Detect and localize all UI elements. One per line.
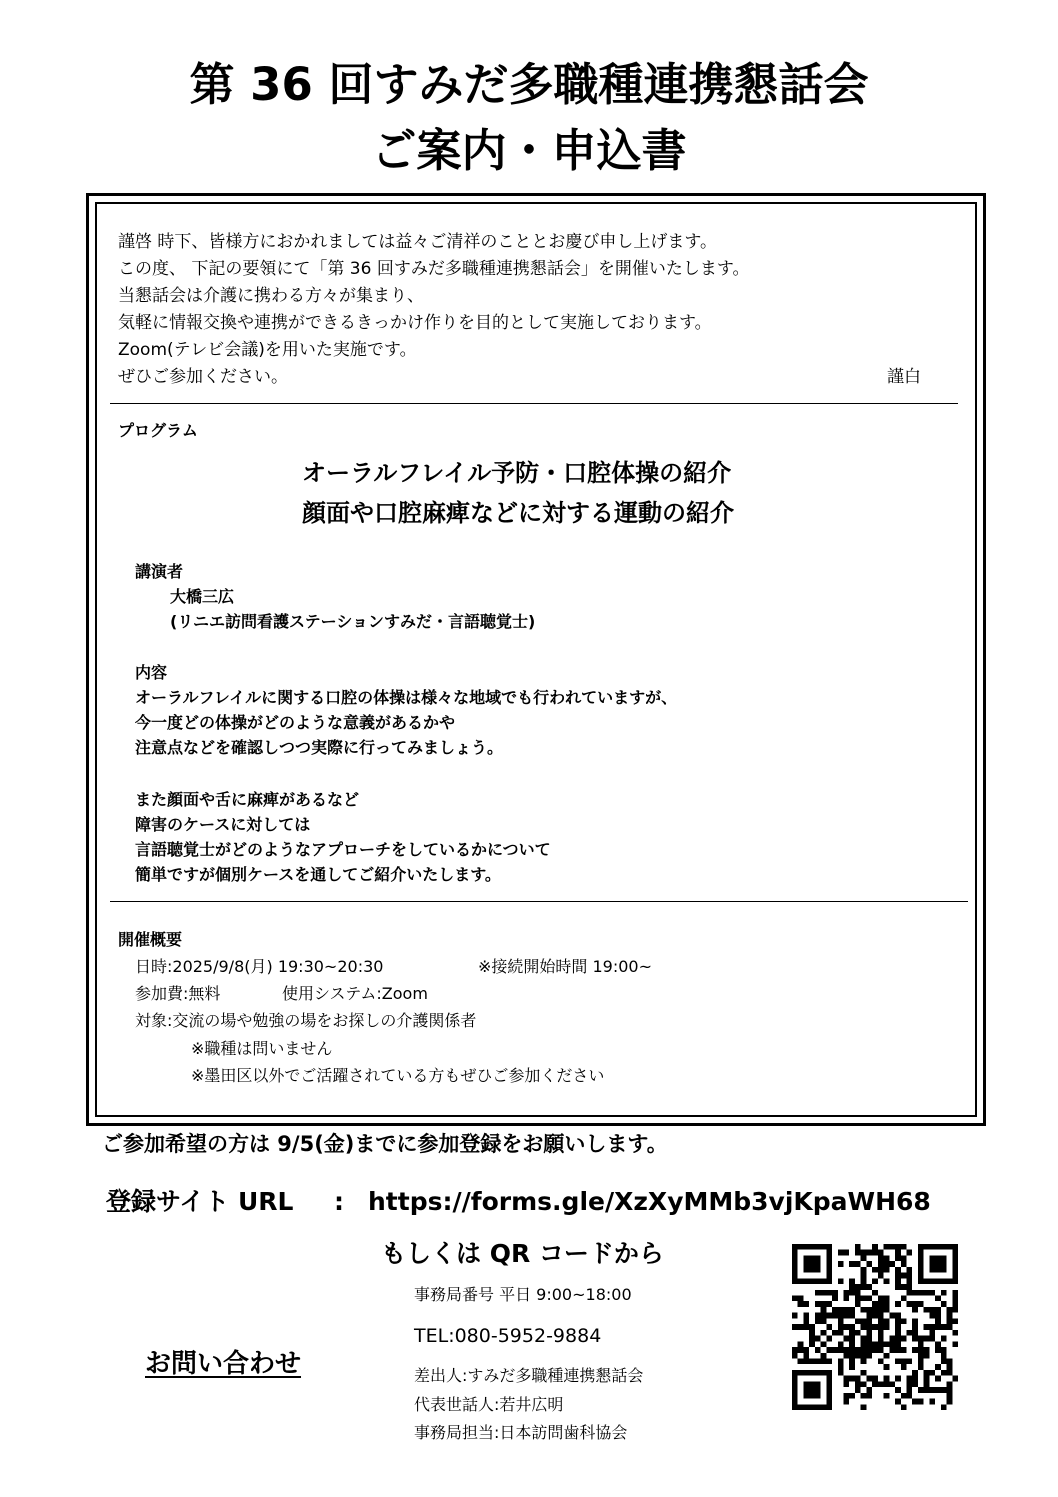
registration-url-link[interactable]: https://forms.gle/XzXyMMb3vjKpaWH68 bbox=[368, 1187, 931, 1216]
contact-office-staff: 事務局担当:日本訪問歯科協会 bbox=[414, 1423, 628, 1442]
overview-target: 対象:交流の場や勉強の場をお探しの介護関係者 bbox=[135, 1011, 477, 1030]
greeting-line: Zoom(テレビ会議)を用いた実施です。 bbox=[118, 340, 417, 360]
registration-url-separator: : bbox=[334, 1187, 344, 1216]
section-divider bbox=[110, 901, 968, 902]
overview-system: 使用システム:Zoom bbox=[282, 984, 428, 1003]
greeting-line: 謹啓 時下、皆様方におかれましては益々ご清祥のこととお慶び申し上げます。 bbox=[118, 232, 718, 252]
overview-fee: 参加費:無料 bbox=[135, 984, 221, 1003]
greeting-closing: 謹白 bbox=[887, 367, 921, 387]
overview-note: ※墨田区以外でご活躍されている方もぜひご参加ください bbox=[191, 1066, 605, 1085]
contact-heading: お問い合わせ bbox=[145, 1349, 302, 1379]
page-subtitle: ご案内・申込書 bbox=[371, 124, 687, 177]
program-title: 顔面や口腔麻痺などに対する運動の紹介 bbox=[302, 499, 734, 527]
content-line: 簡単ですが個別ケースを通してご紹介いたします。 bbox=[135, 865, 501, 884]
content-line: 言語聴覚士がどのようなアプローチをしているかについて bbox=[135, 840, 551, 859]
speaker-name: 大橋三広 bbox=[170, 587, 235, 606]
overview-date: 日時:2025/9/8(月) 19:30~20:30 bbox=[135, 957, 384, 976]
page-title: 第 36 回すみだ多職種連携懇話会 bbox=[189, 58, 869, 111]
content-line: オーラルフレイルに関する口腔の体操は様々な地域でも行われていますが、 bbox=[135, 688, 678, 707]
contact-representative: 代表世話人:若井広明 bbox=[414, 1395, 564, 1414]
program-title: オーラルフレイル予防・口腔体操の紹介 bbox=[302, 459, 732, 487]
overview-note: ※職種は問いません bbox=[191, 1039, 333, 1058]
greeting-line: 気軽に情報交換や連携ができるきっかけ作りを目的として実施しております。 bbox=[118, 313, 712, 333]
speaker-affiliation: (リニエ訪問看護ステーションすみだ・言語聴覚士) bbox=[170, 612, 536, 631]
registration-deadline: ご参加希望の方は 9/5(金)までに参加登録をお願いします。 bbox=[102, 1132, 668, 1156]
content-line: 障害のケースに対しては bbox=[135, 815, 311, 834]
contact-tel: TEL:080-5952-9884 bbox=[414, 1325, 602, 1347]
greeting-line: 当懇話会は介護に携わる方々が集まり、 bbox=[118, 286, 424, 306]
content-line: 今一度どの体操がどのような意義があるかや bbox=[135, 713, 456, 732]
greeting-line: この度、 下記の要領にて「第 36 回すみだ多職種連携懇話会」を開催いたします。 bbox=[118, 259, 750, 279]
qr-code-icon[interactable] bbox=[792, 1244, 958, 1410]
overview-connect-time: ※接続開始時間 19:00~ bbox=[478, 957, 653, 976]
section-divider bbox=[110, 403, 958, 404]
qr-label: もしくは QR コードから bbox=[381, 1239, 664, 1268]
content-heading: 内容 bbox=[135, 663, 168, 682]
greeting-line: ぜひご参加ください。 bbox=[118, 367, 288, 387]
contact-office-hours: 事務局番号 平日 9:00~18:00 bbox=[414, 1285, 632, 1304]
speaker-heading: 講演者 bbox=[135, 562, 184, 581]
contact-sender: 差出人:すみだ多職種連携懇話会 bbox=[414, 1366, 644, 1385]
overview-heading: 開催概要 bbox=[118, 930, 183, 949]
content-line: また顔面や舌に麻痺があるなど bbox=[135, 790, 360, 809]
program-heading: プログラム bbox=[118, 421, 198, 440]
content-line: 注意点などを確認しつつ実際に行ってみましょう。 bbox=[135, 738, 504, 757]
registration-url-label: 登録サイト URL bbox=[106, 1187, 294, 1216]
